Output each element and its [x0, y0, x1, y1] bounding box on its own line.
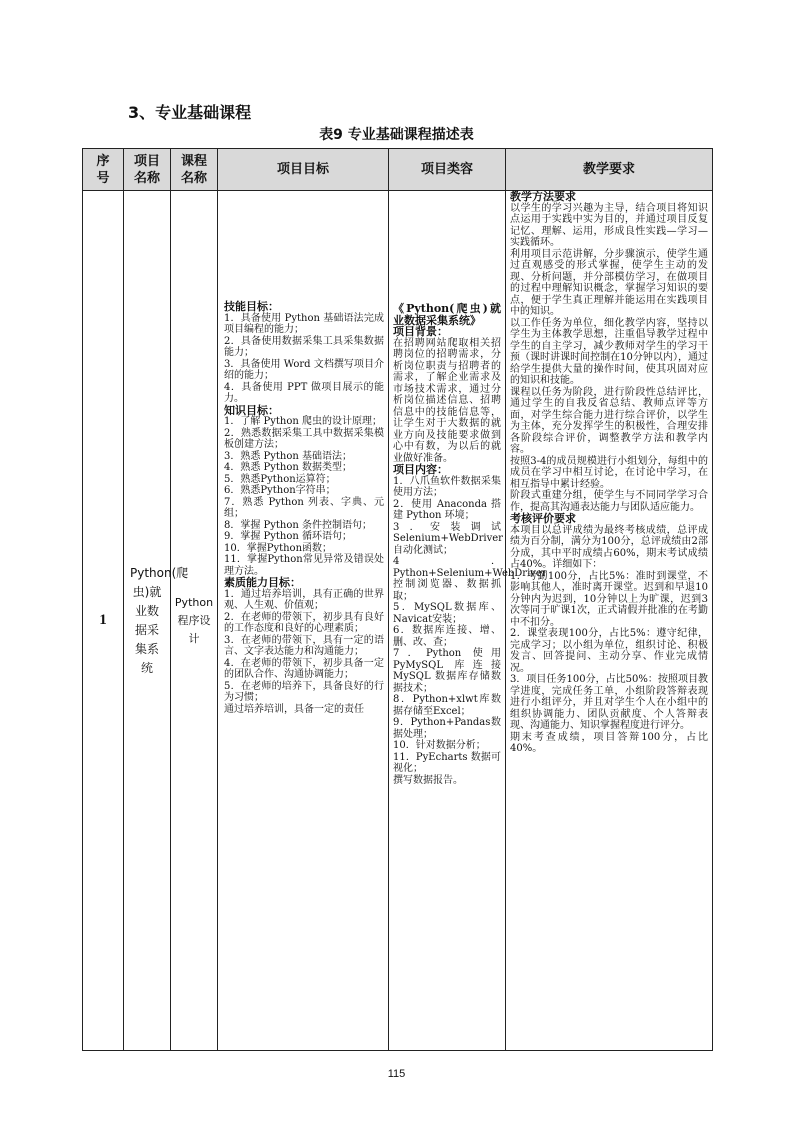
goal-item: 1．了解 Python 爬虫的设计原理； — [224, 416, 383, 427]
goal-item: 1．具备使用 Python 基础语法完成项目编程的能力； — [224, 312, 384, 335]
table-caption: 表9 专业基础课程描述表 — [319, 127, 474, 143]
requirement-paragraph: 阶段式重建分组，使学生与不同同学学习合作，提高其沟通表达能力与团队适应能力。 — [510, 490, 708, 513]
requirements-list — [506, 191, 712, 755]
header-requirements: 教学要求 — [506, 149, 713, 191]
course-description-table — [82, 148, 713, 1051]
project-name-cell: Python(爬虫)就业数据采集系统 — [124, 191, 171, 1051]
header-goals: 项目目标 — [218, 149, 389, 191]
row-number: 1 — [83, 191, 124, 1051]
header-course-name: 课程名称 — [171, 149, 218, 191]
requirement-paragraph: 3．项目任务100分，占比50%：按照项目教学进度，完成任务工单，小组阶段答辩表现进行小组评分，并且对学生个人在小组中的组织协调能力、团队贡献度、个人答辩表现、沟通能力、知识掌握程度进行评分。 — [510, 674, 708, 731]
requirement-paragraph: 本项目以总评成绩为最终考核成绩，总评成绩为百分制，满分为100分，总评成绩由2部分成，其中平时成绩占60%，期末考试成绩占40%。详细如下： — [510, 524, 708, 570]
header-project-name: 项目名称 — [124, 149, 171, 191]
requirement-paragraph: 2．课堂表现100分，占比5%：遵守纪律，完成学习；以小组为单位，组织讨论、积极发言、回答提问、主动分享、作业完成情况。 — [510, 628, 708, 674]
content-item: 1．八爪鱼软件数据采集使用方法； — [393, 475, 501, 498]
goal-item: 5．在老师的培养下，具备良好的行为习惯； — [224, 680, 384, 703]
content-item: 4．Python+Selenium+WebDriver控制浏览器、数据抓取； — [393, 556, 547, 602]
content-item: 2．使用 Anaconda 搭建 Python 环境； — [393, 498, 501, 521]
goal-item: 4．在老师的带领下，初步具备一定的团队合作、沟通协调能力； — [224, 657, 384, 680]
requirement-paragraph: 以学生的学习兴趣为主导，结合项目将知识点运用于实践中实为目的，并通过项目反复记忆、理解、运用，形成良性实践—学习—实践循环。 — [510, 202, 708, 248]
table-header-row — [83, 149, 713, 191]
table-row — [83, 191, 713, 1051]
header-content: 项目类容 — [389, 149, 506, 191]
content-item: 7．Python 使用 PyMySQL 库连接MySQL 数据库存储数据技术； — [393, 648, 501, 694]
content-item: 11．PyEcharts 数据可视化； — [393, 751, 501, 774]
header-no: 序号 — [83, 149, 124, 191]
content-item: 5．MySQL数据库、Navicat安装； — [393, 602, 501, 625]
goal-item: 通过培养培训，具备一定的责任 — [224, 703, 364, 715]
goal-item: 7．熟悉 Python 列表、字典、元组； — [224, 496, 384, 519]
goal-item: 9．掌握 Python 循环语句； — [224, 531, 353, 542]
goal-item: 5．熟悉Python运算符； — [224, 473, 336, 485]
goal-group-heading: 素质能力目标： — [224, 576, 301, 589]
goals-list — [218, 191, 388, 715]
goal-item: 1．通过培养培训，具有正确的世界观、人生观、价值观； — [224, 588, 384, 611]
goal-item: 3．在老师的带领下，具有一定的语言、文字表达能力和沟通能力； — [224, 634, 384, 657]
goals-cell — [218, 191, 389, 1051]
section-heading: 3、专业基础课程 — [128, 103, 252, 122]
goal-item: 4．熟悉 Python 数据类型； — [224, 462, 353, 473]
requirements-cell — [506, 191, 713, 1051]
requirement-paragraph: 利用项目示范讲解，分步骤演示，使学生通过直观感受的形式掌握，使学生主动的发现、分析问题，并分部模仿学习，在做项目的过程中理解知识概念，掌握学习知识的要点，便于学生真正理解并能运用在实践项目中的知识。 — [510, 248, 708, 317]
requirement-paragraph: 以工作任务为单位，细化教学内容，坚持以学生为主体教学思想，注重倡导教学过程中学生的自主学习，减少教师对学生的学习干预（课时讲课时间控制在10分钟以内），通过给学生提供大量的操作时间，使其巩固对应的知识和技能。 — [510, 317, 708, 386]
course-name-cell: Python程序设计 — [171, 191, 218, 1051]
content-item: 10．针对数据分析； — [393, 740, 486, 751]
goal-item: 3．熟悉 Python 基础语法； — [224, 450, 353, 462]
goal-group-heading: 知识目标： — [224, 403, 279, 417]
goal-item: 2．在老师的带领下，初步具有良好的工作态度和良好的心理素质； — [224, 611, 384, 634]
content-item: 撰写数据报告。 — [393, 774, 463, 786]
content-section-heading: 项目内容： — [393, 463, 448, 476]
content-item: 9．Python+Pandas数据处理； — [393, 717, 501, 740]
requirement-heading: 教学方法要求 — [510, 190, 576, 203]
goal-item: 3．具备使用 Word 文档撰写项目介绍的能力； — [224, 358, 384, 381]
requirement-paragraph: 课程以任务为阶段，进行阶段性总结评比，通过学生的自我反省总结、教师点评等方面，对学生综合能力进行综合评价，以学生为主体，充分发挥学生的积极性，合理安排各阶段综合评价，调整教学方法和教学内容。 — [510, 386, 708, 455]
content-title: 《Python(爬虫)就业数据采集系统》 — [393, 302, 501, 327]
goal-item: 6．熟悉Python字符串； — [224, 485, 336, 496]
content-item: 8．Python+xlwt库数据存储至Excel； — [393, 694, 501, 717]
content-item: 3．安装调试Selenium+WebDriver 自动化测试； — [393, 521, 503, 556]
content-item: 在招聘网站爬取相关招聘岗位的招聘需求，分析岗位职责与招聘者的需求，了解企业需求及市场技术需求，通过分析岗位描述信息、招聘信息中的技能信息等，让学生对于大数据的就业方向及技能要求做到心中有数，为以后的就业做好准备。 — [393, 337, 501, 464]
requirement-paragraph: 期末考查成绩，项目答辩100分，占比40%。 — [510, 731, 708, 754]
content-item: 6．数据库连接、增、删、改、查； — [393, 625, 501, 648]
requirement-heading: 考核评价要求 — [510, 512, 576, 525]
requirement-paragraph: 按照3-4的成员规模进行小组划分，每组中的成员在学习中相互讨论，在讨论中学习，在相互指导中累计经验。 — [510, 455, 708, 490]
goal-item: 8．掌握 Python 条件控制语句； — [224, 519, 373, 531]
content-section-heading: 项目背景： — [393, 325, 448, 338]
goal-item: 2．具备使用数据采集工具采集数据能力； — [224, 335, 384, 358]
goal-item: 11．掌握Python常见异常及错误处理方法。 — [224, 554, 384, 577]
requirement-paragraph: 1．考勤100分，占比5%：准时到课堂，不影响其他人，准时离开课堂。迟到和早退10分钟内为迟到，10分钟以上为旷课，迟到3次等同于旷课1次，正式请假并批准的在考勤中不扣分。 — [510, 570, 708, 628]
goal-group-heading: 技能目标： — [224, 300, 279, 313]
page-number: 115 — [387, 1068, 406, 1080]
goal-item: 10．掌握Python函数； — [224, 542, 333, 554]
goal-item: 2．熟悉数据采集工具中数据采集模板创建方法； — [224, 427, 384, 450]
goal-item: 4．具备使用 PPT 做项目展示的能力。 — [224, 381, 384, 404]
